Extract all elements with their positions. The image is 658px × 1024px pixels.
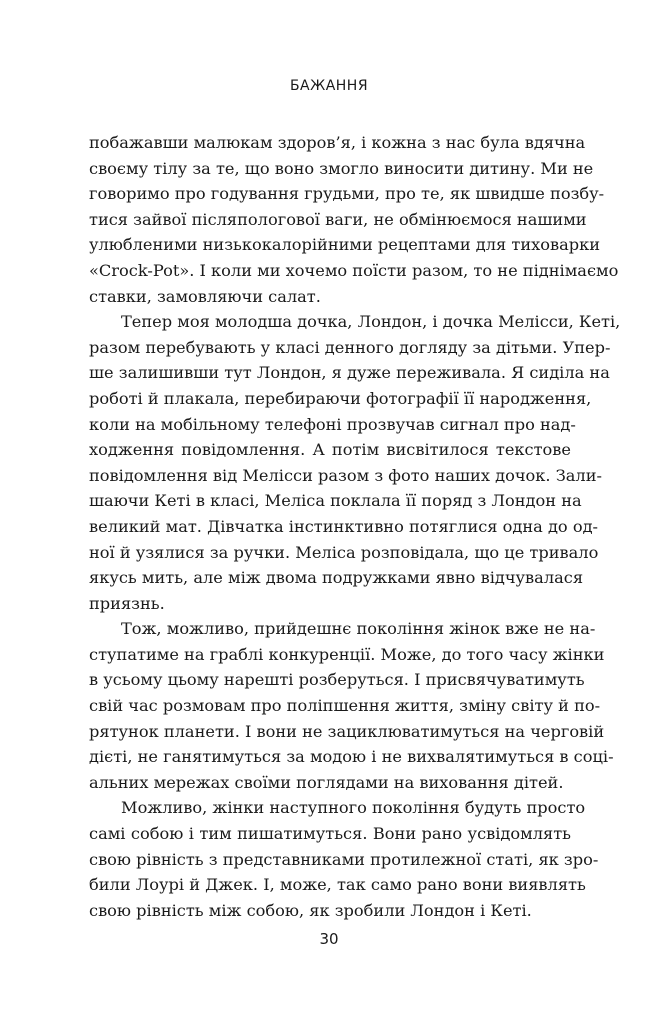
- text-line: шаючи Кеті в класі, Меліса поклала її поряд з Лондон на: [89, 491, 582, 511]
- text-line: повідомлення від Мелісси разом з фото наших дочок. Зали-: [89, 465, 602, 485]
- text-line: рятунок планети. І вони не зациклюватимуться на черговій: [89, 721, 605, 741]
- paragraph: [89, 130, 619, 309]
- text-line: улюбленими низькокалорійними рецептами для тиховарки: [89, 235, 601, 255]
- text-line: дієті, не ганятимуться за модою і не вихвалятимуться в соці-: [89, 747, 614, 767]
- text-line: коли на мобільному телефоні прозвучав сигнал про над-: [89, 414, 576, 434]
- text-line: тися зайвої післяпологової ваги, не обмінюємося нашими: [89, 209, 587, 229]
- text-line: великий мат. Дівчатка інстинктивно потяглися одна до од-: [89, 516, 599, 536]
- text-line: самі собою і тим пишатимуться. Вони рано усвідомлять: [89, 824, 571, 844]
- paragraph: [89, 795, 599, 923]
- text-line: разом перебувають у класі денного догляду за дітьми. Упер-: [89, 337, 611, 357]
- text-line: свій час розмовам про поліпшення життя, зміну світу й по-: [89, 696, 601, 716]
- text-line: Тож, можливо, прийдешнє покоління жінок вже не на-: [121, 619, 596, 639]
- text-line: свою рівність між собою, як зробили Лондон і Кеті.: [89, 900, 532, 920]
- paragraph: [89, 616, 614, 795]
- text-line: ше залишивши тут Лондон, я дуже переживала. Я сиділа на: [89, 363, 610, 383]
- text-line: Тепер моя молодша дочка, Лондон, і дочка Мелісси, Кеті,: [121, 312, 621, 332]
- text-line: в усьому цьому нарешті розберуться. І присвячуватимуть: [89, 670, 585, 690]
- text-line: Можливо, жінки наступного покоління будуть просто: [121, 798, 586, 818]
- body-text: [89, 130, 621, 923]
- text-line: приязнь.: [89, 593, 165, 613]
- text-line: ставки, замовляючи салат.: [89, 286, 321, 306]
- paragraph: [89, 309, 621, 616]
- text-line: ної й узялися за ручки. Меліса розповідала, що це тривало: [89, 542, 599, 562]
- text-line: свою рівність з представниками протилежної статі, як зро-: [89, 849, 599, 869]
- text-line: ступатиме на граблі конкуренції. Може, до того часу жінки: [89, 644, 605, 664]
- text-line: роботі й плакала, перебираючи фотографії її народження,: [89, 388, 592, 408]
- text-line: «Crock-Pot». І коли ми хочемо поїсти разом, то не піднімаємо: [89, 260, 619, 280]
- text-line: били Лоурі й Джек. І, може, так само рано вони виявлять: [89, 875, 586, 895]
- running-head: БАЖАННЯ: [289, 78, 369, 94]
- text-line: своєму тілу за те, що воно змогло виносити дитину. Ми не: [89, 158, 594, 178]
- text-line: якусь мить, але між двома подружками явно відчувалася: [89, 568, 584, 588]
- page-number: 30: [319, 930, 339, 948]
- text-line: альних мережах своїми поглядами на виховання дітей.: [89, 772, 564, 792]
- text-line: побажавши малюкам здоров’я, і кожна з нас була вдячна: [89, 133, 586, 152]
- text-line: ходження повідомлення. А потім висвітилося текстове: [89, 440, 571, 460]
- text-line: говоримо про годування грудьми, про те, як швидше позбу-: [89, 184, 605, 204]
